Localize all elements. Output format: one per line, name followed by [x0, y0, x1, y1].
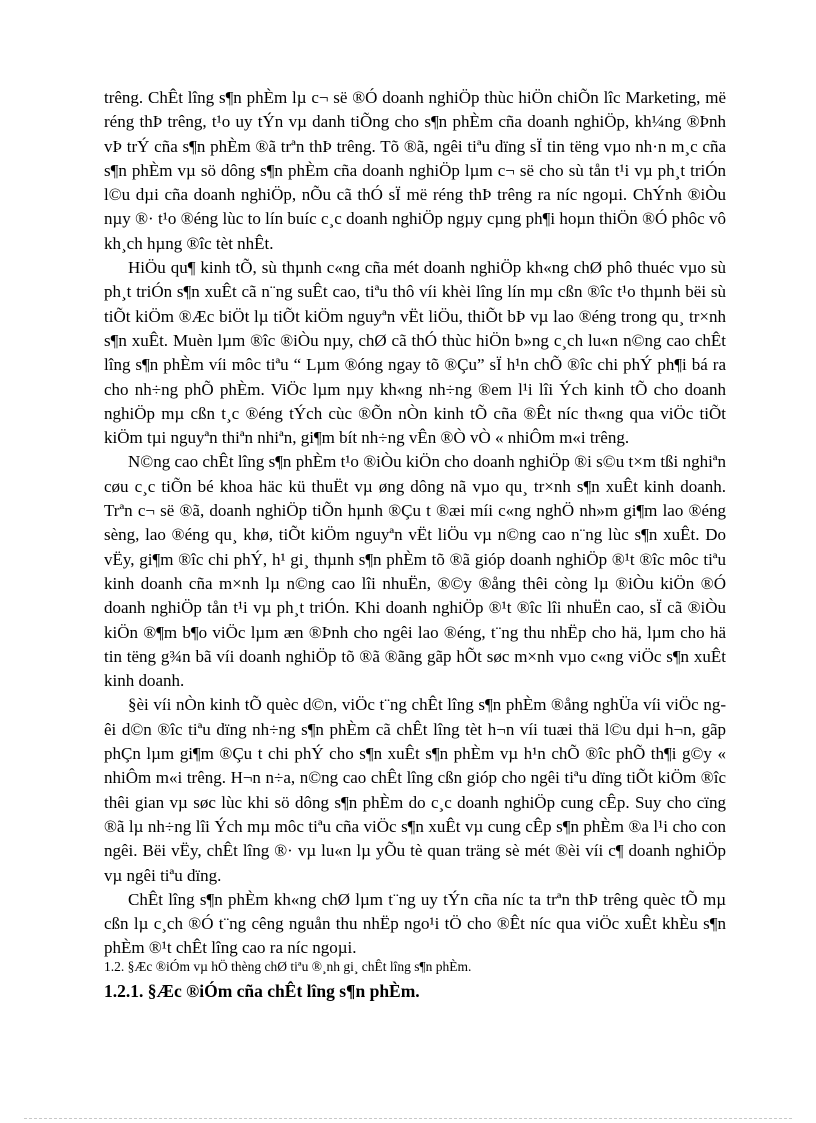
subsection-heading: 1.2.1. §Æc ®iÓm cña chÊt lîng s¶n phÈm. — [104, 981, 420, 1001]
paragraph-5: ChÊt lîng s¶n phÈm kh«ng chØ lµm t¨ng uy tÝn cña níc ta trªn thÞ trêng quèc tÕ mµ cßn lµ c¸ch ®Ó t¨ng cêng nguån thu nhËp ngo¹i tÖ cho ®Êt níc qua viÖc xuÊt khÈu s¶n phÈm ®¹t chÊt lîng cao ra níc ngoµi. — [104, 889, 726, 958]
paragraph-4: §èi víi nÒn kinh tÕ quèc d©n, viÖc t¨ng chÊt lîng s¶n phÈm ®ång nghÜa víi viÖc ngêi d©n ®îc tiªu dïng nh÷ng s¶n phÈm cã chÊt lîng tèt h¬n víi tuæi thä l©u dµi h¬n, gãp phÇn lµm gi¶m ®Çu t chi phÝ cho s¶n xuÊt s¶n phÈm vµ h¹n chÕ ®îc phÕ th¶i g©y « nhiÔm m«i trêng. H¬n n÷a, n©ng cao chÊt lîng cßn gióp cho ngêi tiªu dïng tiÕt kiÖm ®îc thêi gian vµ søc lùc khi sö dông s¶n phÈm do c¸c doanh nghiÖp cung cÊp. Suy cho cïng ®ã lµ nh÷ng lîi Ých mµ môc tiªu cña viÖc s¶n xuÊt vµ cung cÊp s¶n phÈm ®a l¹i cho con ngêi. Bëi vËy, chÊt lîng ®· vµ lu«n lµ yÕu tè quan träng sè mét ®èi víi c¶ doanh nghiÖp vµ ngêi tiªu dïng. — [104, 695, 726, 885]
section-heading: 1.2. §Æc ®iÓm vµ hÖ thèng chØ tiªu ®¸nh gi¸ chÊt lîng s¶n phÈm. — [104, 959, 472, 974]
paragraph-2: HiÖu qu¶ kinh tÕ, sù thµnh c«ng cña mét doanh nghiÖp kh«ng chØ phô thuéc vµo sù ph¸t triÓn s¶n xuÊt cã n¨ng suÊt cao, tiªu thô víi khèi lîng lín mµ cßn ®îc t¹o thµnh bëi sù tiÕt kiÖm ®Æc biÖt lµ tiÕt kiÖm nguyªn vËt liÖu, thiÕt bÞ vµ lao ®éng trong qu¸ tr×nh s¶n xuÊt. Muèn lµm ®îc ®iÒu nµy, chØ cã thÓ thùc hiÖn b»ng c¸ch lu«n n©ng cao chÊt lîng s¶n phÈm víi môc tiªu “ Lµm ®óng ngay tõ ®Çu” sÏ h¹n chÕ ®îc chi phÝ ph¶i bá ra cho nh÷ng phÕ phÈm. ViÖc lµm nµy kh«ng nh÷ng ®em l¹i lîi Ých kinh tÕ cho doanh nghiÖp mµ cßn t¸c ®éng tÝch cùc ®Õn nÒn kinh tÕ cña ®Êt níc th«ng qua viÖc tiÕt kiÖm tµi nguyªn thiªn nhiªn, gi¶m bít nh÷ng vÊn ®Ò vÒ « nhiÔm m«i trêng. — [104, 258, 726, 448]
page-bottom-divider — [24, 1118, 792, 1119]
paragraph-3: N©ng cao chÊt lîng s¶n phÈm t¹o ®iÒu kiÖn cho doanh nghiÖp ®i s©u t×m tßi nghiªn cøu c¸c tiÕn bé khoa häc kü thuËt vµ øng dông nã vµo qu¸ tr×nh s¶n xuÊt kinh doanh. Trªn c¬ së ®ã, doanh nghiÖp tiÕn hµnh ®Çu t ®æi míi c«ng nghÖ nh»m gi¶m lao ®éng sèng, lao ®éng qu¸ khø, tiÕt kiÖm nguyªn vËt liÖu vµ n©ng cao n¨ng lùc s¶n xuÊt. Do vËy, gi¶m ®îc chi phÝ, h¹ gi¸ thµnh s¶n phÈm tõ ®ã gióp doanh nghiÖp ®¹t ®îc môc tiªu kinh doanh cña m×nh lµ n©ng cao lîi nhuËn, ®©y ®ång thêi còng lµ ®iÒu kiÖn ®Ó doanh nghiÖp tån t¹i vµ ph¸t triÓn. Khi doanh nghiÖp ®¹t ®îc lîi nhuËn cao, sÏ cã ®iÒu kiÖn ®¶m b¶o viÖc lµm æn ®Þnh cho ngêi lao ®éng, t¨ng thu nhËp cho hä, lµm cho hä tin tëng g¾n bã víi doanh nghiÖp tõ ®ã ®ãng gãp hÕt søc m×nh vµo c«ng viÖc s¶n xuÊt kinh doanh. — [104, 452, 726, 691]
document-body — [104, 86, 726, 961]
paragraph-1: trêng. ChÊt lîng s¶n phÈm lµ c¬ së ®Ó doanh nghiÖp thùc hiÖn chiÕn lîc Marketing, më réng thÞ trêng, t¹o uy tÝn vµ danh tiÕng cho s¶n phÈm cña doanh nghiÖp, kh¼ng ®Þnh vÞ trÝ cña s¶n phÈm ®ã trªn thÞ trêng. Tõ ®ã, ngêi tiªu dïng sÏ tin tëng vµo nh·n m¸c cña s¶n phÈm vµ sö dông s¶n phÈm cña doanh nghiÖp lµm c¬ së cho sù tån t¹i vµ ph¸t triÓn l©u dµi cña doanh nghiÖp, nÕu cã thÓ sÏ më réng thÞ trêng ra níc ngoµi. ChÝnh ®iÒu nµy ®· t¹o ®éng lùc to lín buíc c¸c doanh nghiÖp ngµy cµng ph¶i hoµn thiÖn ®Ó phôc vô kh¸ch hµng ®îc tèt nhÊt. — [104, 88, 726, 253]
